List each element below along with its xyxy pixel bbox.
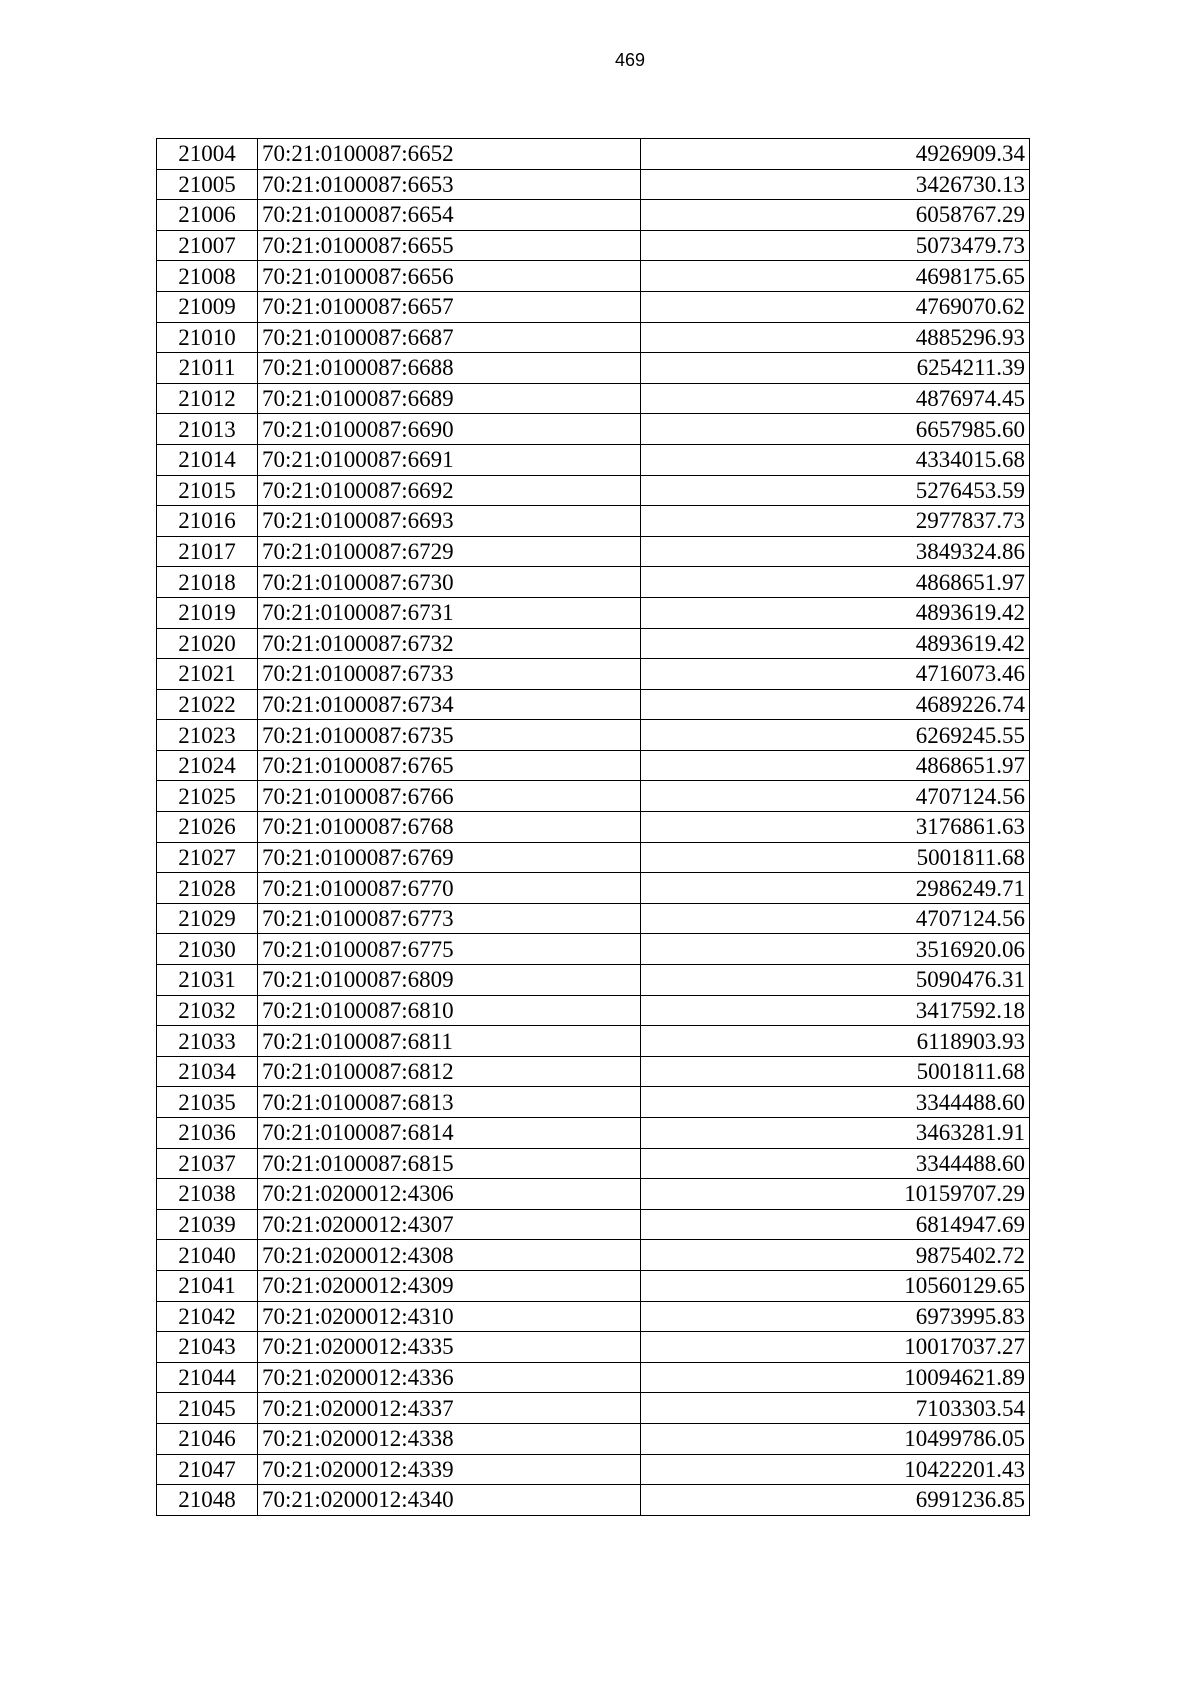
cadastral-value-cell: 4707124.56 (641, 903, 1030, 934)
table-row (157, 1087, 1030, 1118)
row-number-cell: 21031 (157, 965, 258, 996)
cadastral-value-cell: 6991236.85 (641, 1485, 1030, 1516)
row-number-cell: 21014 (157, 444, 258, 475)
row-number-cell: 21022 (157, 689, 258, 720)
table-row (157, 414, 1030, 445)
table-row (157, 200, 1030, 231)
cadastral-number-cell: 70:21:0200012:4339 (258, 1454, 641, 1485)
row-number-cell: 21036 (157, 1118, 258, 1149)
row-number-cell: 21040 (157, 1240, 258, 1271)
table-row (157, 444, 1030, 475)
table-row (157, 139, 1030, 170)
cadastral-value-cell: 2977837.73 (641, 506, 1030, 537)
cadastral-value-cell: 4893619.42 (641, 628, 1030, 659)
row-number-cell: 21032 (157, 995, 258, 1026)
row-number-cell: 21039 (157, 1209, 258, 1240)
cadastral-value-cell: 4698175.65 (641, 261, 1030, 292)
row-number-cell: 21007 (157, 230, 258, 261)
cadastral-value-cell: 3426730.13 (641, 169, 1030, 200)
cadastral-value-cell: 4868651.97 (641, 567, 1030, 598)
row-number-cell: 21048 (157, 1485, 258, 1516)
table-row (157, 536, 1030, 567)
cadastral-number-cell: 70:21:0200012:4307 (258, 1209, 641, 1240)
cadastral-number-cell: 70:21:0100087:6734 (258, 689, 641, 720)
row-number-cell: 21030 (157, 934, 258, 965)
cadastral-number-cell: 70:21:0100087:6769 (258, 842, 641, 873)
cadastral-value-cell: 10499786.05 (641, 1423, 1030, 1454)
cadastral-value-cell: 6269245.55 (641, 720, 1030, 751)
table-row (157, 781, 1030, 812)
table-row (157, 567, 1030, 598)
cadastral-number-cell: 70:21:0100087:6775 (258, 934, 641, 965)
cadastral-value-cell: 4926909.34 (641, 139, 1030, 170)
cadastral-number-cell: 70:21:0100087:6811 (258, 1026, 641, 1057)
row-number-cell: 21008 (157, 261, 258, 292)
row-number-cell: 21043 (157, 1332, 258, 1363)
cadastral-number-cell: 70:21:0100087:6729 (258, 536, 641, 567)
cadastral-value-cell: 10422201.43 (641, 1454, 1030, 1485)
table-row (157, 1240, 1030, 1271)
row-number-cell: 21026 (157, 812, 258, 843)
row-number-cell: 21018 (157, 567, 258, 598)
table-row (157, 1393, 1030, 1424)
row-number-cell: 21011 (157, 353, 258, 384)
cadastral-value-cell: 6118903.93 (641, 1026, 1030, 1057)
table-row (157, 1454, 1030, 1485)
row-number-cell: 21033 (157, 1026, 258, 1057)
cadastral-number-cell: 70:21:0100087:6814 (258, 1118, 641, 1149)
table-row (157, 1362, 1030, 1393)
cadastral-value-cell: 10017037.27 (641, 1332, 1030, 1363)
cadastral-value-cell: 4689226.74 (641, 689, 1030, 720)
cadastral-value-cell: 6657985.60 (641, 414, 1030, 445)
row-number-cell: 21028 (157, 873, 258, 904)
table-row (157, 1148, 1030, 1179)
cadastral-value-cell: 5073479.73 (641, 230, 1030, 261)
cadastral-number-cell: 70:21:0100087:6730 (258, 567, 641, 598)
row-number-cell: 21047 (157, 1454, 258, 1485)
table-row (157, 1270, 1030, 1301)
cadastral-value-cell: 6814947.69 (641, 1209, 1030, 1240)
row-number-cell: 21021 (157, 659, 258, 690)
table-row (157, 597, 1030, 628)
table-row (157, 720, 1030, 751)
table-row (157, 1118, 1030, 1149)
cadastral-value-cell: 3463281.91 (641, 1118, 1030, 1149)
row-number-cell: 21005 (157, 169, 258, 200)
table-body (157, 139, 1030, 1516)
cadastral-number-cell: 70:21:0100087:6773 (258, 903, 641, 934)
row-number-cell: 21023 (157, 720, 258, 751)
row-number-cell: 21034 (157, 1056, 258, 1087)
row-number-cell: 21006 (157, 200, 258, 231)
cadastral-number-cell: 70:21:0100087:6655 (258, 230, 641, 261)
row-number-cell: 21017 (157, 536, 258, 567)
table-row (157, 689, 1030, 720)
cadastral-value-cell: 6058767.29 (641, 200, 1030, 231)
table-row (157, 261, 1030, 292)
cadastral-number-cell: 70:21:0200012:4335 (258, 1332, 641, 1363)
cadastral-value-cell: 4707124.56 (641, 781, 1030, 812)
cadastral-value-cell: 5090476.31 (641, 965, 1030, 996)
cadastral-value-cell: 10560129.65 (641, 1270, 1030, 1301)
cadastral-value-cell: 3516920.06 (641, 934, 1030, 965)
page-number: 469 (614, 50, 646, 70)
cadastral-value-cell: 3344488.60 (641, 1087, 1030, 1118)
row-number-cell: 21016 (157, 506, 258, 537)
cadastral-number-cell: 70:21:0200012:4310 (258, 1301, 641, 1332)
cadastral-value-cell: 3417592.18 (641, 995, 1030, 1026)
cadastral-number-cell: 70:21:0100087:6656 (258, 261, 641, 292)
table-row (157, 1485, 1030, 1516)
cadastral-number-cell: 70:21:0100087:6657 (258, 291, 641, 322)
row-number-cell: 21027 (157, 842, 258, 873)
row-number-cell: 21015 (157, 475, 258, 506)
table-row (157, 965, 1030, 996)
cadastral-number-cell: 70:21:0100087:6689 (258, 383, 641, 414)
cadastral-value-cell: 3176861.63 (641, 812, 1030, 843)
row-number-cell: 21019 (157, 597, 258, 628)
cadastral-number-cell: 70:21:0100087:6691 (258, 444, 641, 475)
table-row (157, 1026, 1030, 1057)
table-row (157, 995, 1030, 1026)
cadastral-value-cell: 5001811.68 (641, 842, 1030, 873)
table-row (157, 750, 1030, 781)
cadastral-number-cell: 70:21:0100087:6813 (258, 1087, 641, 1118)
table-row (157, 1209, 1030, 1240)
cadastral-value-cell: 2986249.71 (641, 873, 1030, 904)
row-number-cell: 21004 (157, 139, 258, 170)
table-row (157, 659, 1030, 690)
cadastral-number-cell: 70:21:0100087:6692 (258, 475, 641, 506)
row-number-cell: 21042 (157, 1301, 258, 1332)
cadastral-value-cell: 4716073.46 (641, 659, 1030, 690)
table-row (157, 383, 1030, 414)
row-number-cell: 21025 (157, 781, 258, 812)
table-row (157, 903, 1030, 934)
cadastral-value-cell: 7103303.54 (641, 1393, 1030, 1424)
row-number-cell: 21013 (157, 414, 258, 445)
cadastral-number-cell: 70:21:0100087:6731 (258, 597, 641, 628)
cadastral-value-cell: 6973995.83 (641, 1301, 1030, 1332)
cadastral-value-cell: 5276453.59 (641, 475, 1030, 506)
cadastral-number-cell: 70:21:0200012:4306 (258, 1179, 641, 1210)
cadastral-value-cell: 10159707.29 (641, 1179, 1030, 1210)
cadastral-number-cell: 70:21:0100087:6690 (258, 414, 641, 445)
cadastral-value-cell: 3344488.60 (641, 1148, 1030, 1179)
cadastral-number-cell: 70:21:0200012:4340 (258, 1485, 641, 1516)
table-row (157, 322, 1030, 353)
table-row (157, 628, 1030, 659)
cadastral-number-cell: 70:21:0100087:6653 (258, 169, 641, 200)
cadastral-value-cell: 4769070.62 (641, 291, 1030, 322)
cadastral-value-cell: 4885296.93 (641, 322, 1030, 353)
cadastral-number-cell: 70:21:0200012:4338 (258, 1423, 641, 1454)
row-number-cell: 21012 (157, 383, 258, 414)
cadastral-number-cell: 70:21:0100087:6809 (258, 965, 641, 996)
table-row (157, 506, 1030, 537)
cadastral-number-cell: 70:21:0100087:6733 (258, 659, 641, 690)
cadastral-value-cell: 6254211.39 (641, 353, 1030, 384)
table-row (157, 475, 1030, 506)
cadastral-value-cell: 10094621.89 (641, 1362, 1030, 1393)
table-row (157, 169, 1030, 200)
cadastral-value-table (156, 138, 1030, 1516)
cadastral-number-cell: 70:21:0100087:6735 (258, 720, 641, 751)
cadastral-number-cell: 70:21:0100087:6766 (258, 781, 641, 812)
row-number-cell: 21038 (157, 1179, 258, 1210)
table-row (157, 1423, 1030, 1454)
cadastral-number-cell: 70:21:0100087:6732 (258, 628, 641, 659)
table-row (157, 1332, 1030, 1363)
cadastral-number-cell: 70:21:0200012:4336 (258, 1362, 641, 1393)
cadastral-number-cell: 70:21:0100087:6815 (258, 1148, 641, 1179)
cadastral-number-cell: 70:21:0100087:6812 (258, 1056, 641, 1087)
table-row (157, 842, 1030, 873)
cadastral-number-cell: 70:21:0200012:4337 (258, 1393, 641, 1424)
row-number-cell: 21035 (157, 1087, 258, 1118)
cadastral-value-cell: 4334015.68 (641, 444, 1030, 475)
row-number-cell: 21041 (157, 1270, 258, 1301)
cadastral-value-cell: 5001811.68 (641, 1056, 1030, 1087)
table-row (157, 1301, 1030, 1332)
table-row (157, 934, 1030, 965)
table-row (157, 353, 1030, 384)
cadastral-number-cell: 70:21:0100087:6770 (258, 873, 641, 904)
cadastral-number-cell: 70:21:0100087:6688 (258, 353, 641, 384)
row-number-cell: 21045 (157, 1393, 258, 1424)
table-row (157, 1056, 1030, 1087)
table-row (157, 1179, 1030, 1210)
cadastral-value-cell: 3849324.86 (641, 536, 1030, 567)
cadastral-number-cell: 70:21:0100087:6654 (258, 200, 641, 231)
cadastral-number-cell: 70:21:0100087:6693 (258, 506, 641, 537)
cadastral-value-cell: 4876974.45 (641, 383, 1030, 414)
table-row (157, 812, 1030, 843)
cadastral-number-cell: 70:21:0100087:6652 (258, 139, 641, 170)
row-number-cell: 21009 (157, 291, 258, 322)
row-number-cell: 21046 (157, 1423, 258, 1454)
row-number-cell: 21020 (157, 628, 258, 659)
cadastral-number-cell: 70:21:0100087:6765 (258, 750, 641, 781)
cadastral-number-cell: 70:21:0100087:6810 (258, 995, 641, 1026)
cadastral-number-cell: 70:21:0100087:6768 (258, 812, 641, 843)
cadastral-value-cell: 9875402.72 (641, 1240, 1030, 1271)
row-number-cell: 21024 (157, 750, 258, 781)
row-number-cell: 21037 (157, 1148, 258, 1179)
row-number-cell: 21010 (157, 322, 258, 353)
row-number-cell: 21044 (157, 1362, 258, 1393)
cadastral-number-cell: 70:21:0200012:4308 (258, 1240, 641, 1271)
table-row (157, 291, 1030, 322)
cadastral-number-cell: 70:21:0200012:4309 (258, 1270, 641, 1301)
cadastral-value-cell: 4893619.42 (641, 597, 1030, 628)
table-row (157, 873, 1030, 904)
cadastral-number-cell: 70:21:0100087:6687 (258, 322, 641, 353)
table-row (157, 230, 1030, 261)
cadastral-value-cell: 4868651.97 (641, 750, 1030, 781)
row-number-cell: 21029 (157, 903, 258, 934)
